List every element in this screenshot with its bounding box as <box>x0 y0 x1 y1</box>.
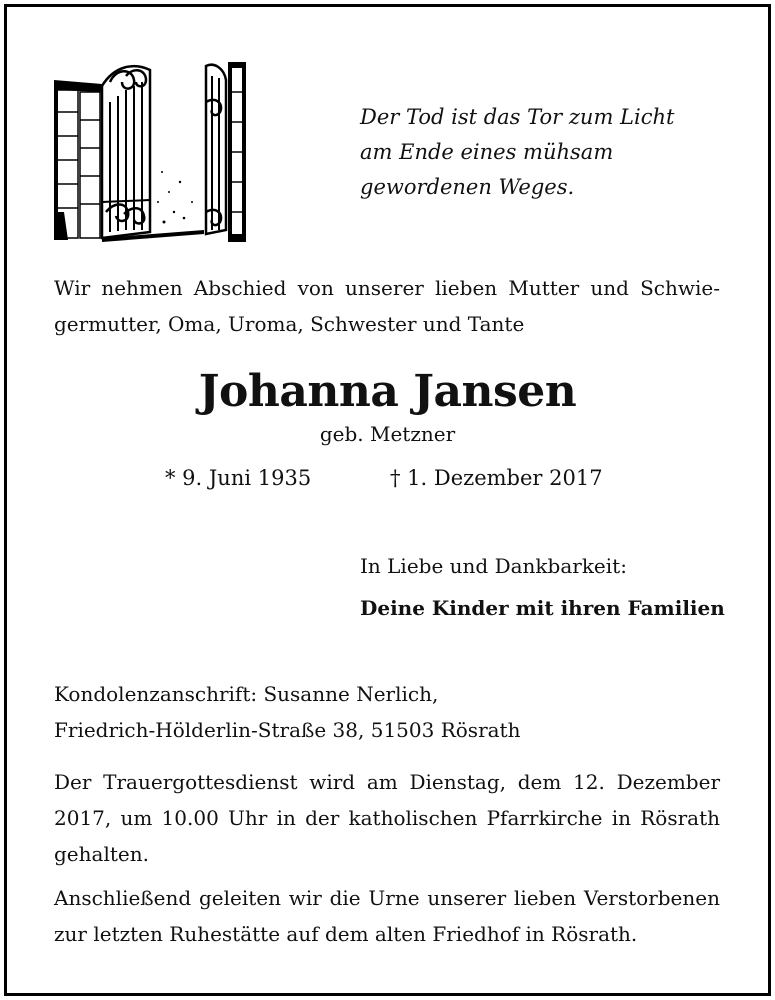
birth-date: * 9. Juni 1935 <box>165 466 312 490</box>
burial-paragraph <box>54 880 720 952</box>
condolence-address <box>54 676 720 748</box>
service-line: 2017, um 10.00 Uhr in der katholischen Pfarrkirche in Rösrath <box>54 806 720 830</box>
death-date: † 1. Dezember 2017 <box>390 466 603 490</box>
service-line: Der Trauergottesdienst wird am Dienstag, dem 12. Dezember <box>54 770 720 794</box>
burial-line: Anschließend geleiten wir die Urne unserer lieben Verstorbenen <box>54 886 720 910</box>
condolence-line: Kondolenzanschrift: Susanne Nerlich, <box>54 682 439 706</box>
motto-quote <box>360 100 674 205</box>
maiden-name: geb. Metzner <box>319 422 456 446</box>
thanks-line: In Liebe und Dankbarkeit: <box>360 554 627 578</box>
intro-line: germutter, Oma, Uroma, Schwester und Tante <box>54 312 525 336</box>
intro-line: Wir nehmen Abschied von unserer lieben Mutter und Schwie- <box>54 276 720 300</box>
burial-line: zur letzten Ruhestätte auf dem alten Friedhof in Rösrath. <box>54 922 638 946</box>
motto-line: am Ende eines mühsam <box>360 140 614 164</box>
family-signature: Deine Kinder mit ihren Familien <box>360 596 725 620</box>
service-line: gehalten. <box>54 842 149 866</box>
condolence-line: Friedrich-Hölderlin-Straße 38, 51503 Rösrath <box>54 718 521 742</box>
service-paragraph <box>54 764 720 872</box>
motto-line: gewordenen Weges. <box>360 175 575 199</box>
open-gate-icon <box>54 62 246 242</box>
deceased-name: Johanna Jansen <box>198 366 577 417</box>
motto-line: Der Tod ist das Tor zum Licht <box>360 105 675 129</box>
intro-paragraph <box>54 270 720 342</box>
